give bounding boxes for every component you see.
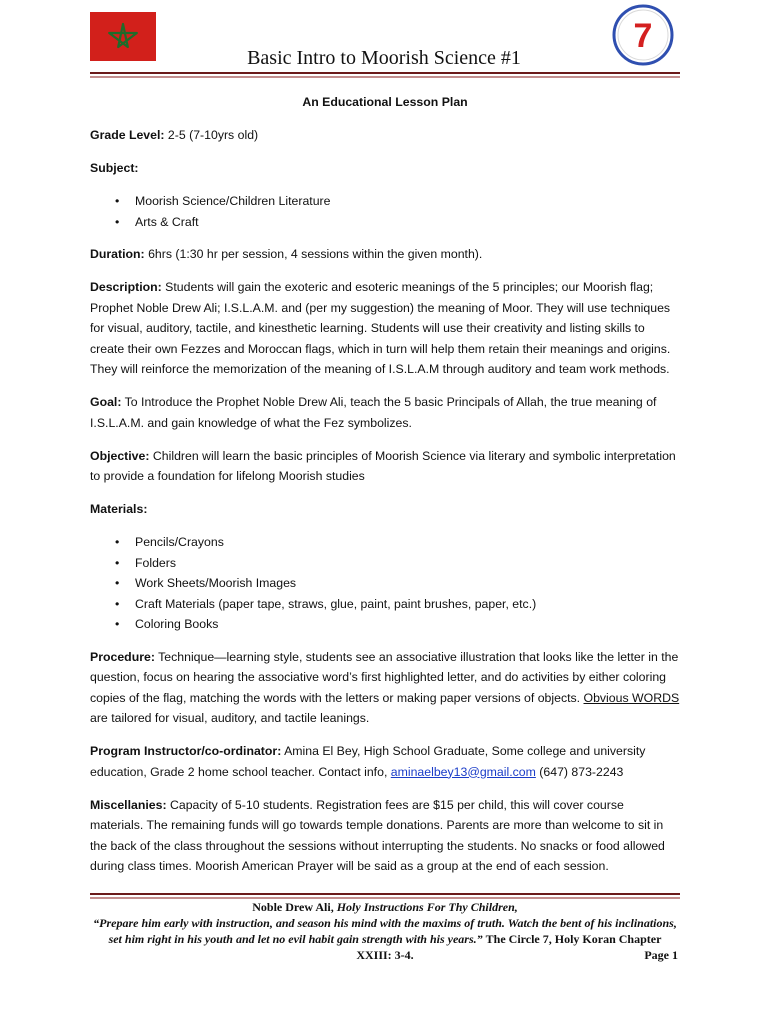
grade-level-label: Grade Level:: [90, 128, 165, 142]
misc-label: Miscellanies:: [90, 797, 167, 812]
procedure-text: Technique—learning style, students see an associative illustration that looks like the letter in the question, focus on hearing the associative word’s first highlighted letter, and do activities by either coloring copies of the flag, matching the words with the letters or making paper versions of objects.: [90, 649, 679, 705]
duration: [90, 244, 680, 265]
procedure: [90, 647, 680, 729]
description-label: Description:: [90, 280, 162, 294]
badge-number: 7: [633, 17, 653, 55]
subject-label: Subject:: [90, 161, 139, 175]
duration-label: Duration:: [90, 247, 145, 261]
goal-label: Goal:: [90, 395, 122, 409]
footer-book: Holy Instructions For Thy Children,: [336, 900, 518, 914]
footer-quote-text: “Prepare him early with instruction, and season his mind with the maxims of truth. Watch the bent of his inclinations, set him right in his youth and let no evil habit gain strength with his years.”: [93, 916, 677, 946]
instructor-label: Program Instructor/co-ordinator:: [90, 744, 282, 758]
document-title: An Educational Lesson Plan: [302, 95, 468, 109]
materials-label: Materials:: [90, 502, 148, 516]
list-item: • Work Sheets/Moorish Images: [135, 573, 680, 594]
page-number: Page 1: [644, 948, 678, 962]
grade-level: [90, 125, 680, 146]
procedure-underlined: Obvious WORDS: [583, 690, 680, 705]
instructor: [90, 741, 680, 782]
subject-list: [90, 191, 680, 232]
footer-quote: [90, 899, 680, 963]
materials-list: [90, 532, 680, 635]
instructor-phone: (647) 873-2243: [539, 764, 624, 779]
description-text: Students will gain the exoteric and esoteric meanings of the 5 principles; our Moorish flag; Prophet Noble Drew Ali; I.S.L.A.M. and (per my suggestion) the meaning of Moor. They will use techniques for visual, auditory, tactile, and kinesthetic learning. Students will use their creativity and listing skills to create their own Fezzes and Moroccan flags, which in turn will help them retain their meanings and origins. They will reinforce the memorization of the meaning of I.S.L.A.M through auditory and team work methods.: [90, 280, 671, 376]
miscellanies: [90, 795, 680, 877]
list-item: • Coloring Books: [135, 614, 680, 635]
procedure-tail: are tailored for visual, auditory, and tactile leanings.: [90, 711, 370, 725]
goal: [90, 392, 680, 433]
list-item: • Arts & Craft: [135, 212, 680, 233]
description: [90, 277, 680, 380]
lesson-plan-body: [90, 92, 680, 889]
footer-author: Noble Drew Ali,: [252, 900, 334, 914]
header-title: Basic Intro to Moorish Science #1: [247, 47, 521, 69]
list-item: • Folders: [135, 553, 680, 574]
grade-level-value: 2-5 (7-10yrs old): [167, 128, 259, 142]
objective: [90, 446, 680, 487]
instructor-text: Amina El Bey, High School Graduate, Some college and university education, Grade 2 home school teacher. Contact info,: [90, 744, 646, 779]
header-rule: [90, 72, 680, 74]
duration-value: 6hrs (1:30 hr per session, 4 sessions within the given month).: [148, 247, 483, 261]
procedure-label: Procedure:: [90, 649, 155, 664]
email-link[interactable]: aminaelbey13@gmail.com: [390, 764, 536, 779]
list-item: • Craft Materials (paper tape, straws, glue, paint, paint brushes, paper, etc.): [135, 594, 680, 615]
footer-rule: [90, 893, 680, 895]
list-item: • Pencils/Crayons: [135, 532, 680, 553]
footer-citation: The Circle 7, Holy Koran Chapter XXIII: 3-4.: [356, 932, 662, 962]
goal-text: To Introduce the Prophet Noble Drew Ali, teach the 5 basic Principals of Allah, the true meaning of I.S.L.A.M. and gain knowledge of what the Fez symbolizes.: [90, 395, 657, 430]
header-rule-secondary: [90, 76, 680, 78]
objective-label: Objective:: [90, 448, 150, 463]
misc-text: Capacity of 5-10 students. Registration fees are $15 per child, this will cover course materials. The remaining funds will go towards temple donations. Parents are more than welcome to sit in the back of the class throughout the sessions without interrupting the students. No snacks or food allowed during class times. Moorish American Prayer will be said as a group at the end of each session.: [90, 797, 665, 873]
list-item: • Moorish Science/Children Literature: [135, 191, 680, 212]
objective-text: Children will learn the basic principles of Moorish Science via literary and symbolic interpretation to provide a foundation for lifelong Moorish studies: [90, 448, 676, 483]
